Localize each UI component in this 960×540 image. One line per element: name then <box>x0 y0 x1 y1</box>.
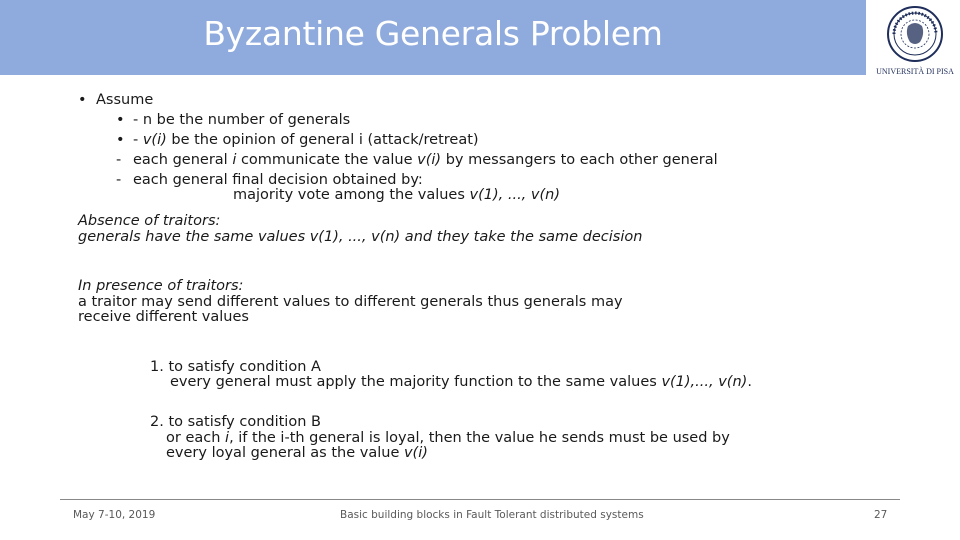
footer-course: Basic building blocks in Fault Tolerant distributed systems <box>340 509 644 521</box>
assumption-n: - n be the number of generals <box>133 112 351 128</box>
bullet-dot: • <box>116 132 125 148</box>
bullet-dot: • <box>116 112 125 128</box>
majority-vote-line: majority vote among the values v(1), ..., v(n) <box>233 187 560 203</box>
footer-divider <box>60 499 900 500</box>
absence-heading: Absence of traitors: <box>78 213 221 229</box>
presence-text-1: a traitor may send different values to different generals thus generals may <box>78 294 623 310</box>
bullet-dash: - <box>116 152 122 168</box>
slide-title: Byzantine Generals Problem <box>203 14 663 53</box>
logo-text: UNIVERSITÀ DI PISA <box>876 67 954 76</box>
footer-date: May 7-10, 2019 <box>73 509 156 521</box>
page-number: 27 <box>874 509 888 521</box>
bullet-dash: - <box>116 172 122 188</box>
absence-text: generals have the same values v(1), ..., v(n) and they take the same decision <box>78 229 643 245</box>
presence-text-2: receive different values <box>78 309 249 325</box>
presence-heading: In presence of traitors: <box>78 278 244 294</box>
assume-label: Assume <box>96 92 154 108</box>
bullet-dot: • <box>78 92 87 108</box>
condition-b-heading: 2. to satisfy condition B <box>150 414 321 430</box>
condition-b-text-2: every loyal general as the value v(i) <box>166 445 428 461</box>
assumption-vi: - v(i) be the opinion of general i (attack/retreat) <box>133 132 479 148</box>
condition-b-text-1: or each i, if the i-th general is loyal, then the value he sends must be used by <box>166 430 730 446</box>
assumption-decision: each general final decision obtained by: <box>133 172 423 188</box>
assumption-communicate: each general i communicate the value v(i) by messangers to each other general <box>133 152 718 168</box>
condition-a-text: every general must apply the majority function to the same values v(1),..., v(n). <box>170 374 752 390</box>
condition-a-heading: 1. to satisfy condition A <box>150 359 321 375</box>
